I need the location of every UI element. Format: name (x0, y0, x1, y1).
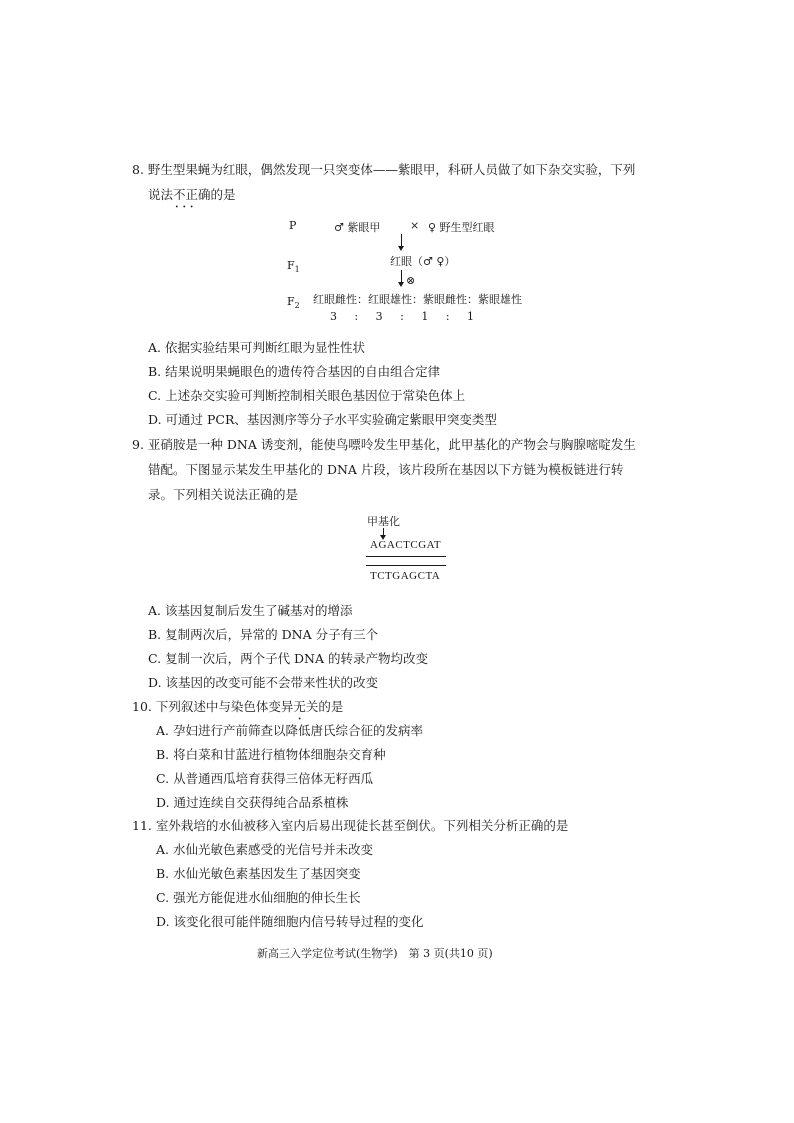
q10-stem-prefix: 10. 下列叙述中与染色体变异 (132, 699, 294, 714)
q11-option-d: D. 该变化很可能伴随细胞内信号转导过程的变化 (156, 914, 424, 929)
q8-option-d: D. 可通过 PCR、基因测序等分子水平实验确定紫眼甲突变类型 (148, 412, 497, 427)
q11-option-c: C. 强光方能促进水仙细胞的伸长生长 (156, 890, 361, 905)
strand-line-bottom (366, 565, 446, 566)
q9-stem-line3: 录。下列相关说法正确的是 (148, 487, 299, 502)
q10-option-a: A. 孕妇进行产前筛查以降低唐氏综合征的发病率 (156, 723, 423, 738)
f2-text: 红眼雌性：红眼雄性：紫眼雌性：紫眼雄性 (313, 293, 522, 306)
q9-option-b: B. 复制两次后，异常的 DNA 分子有三个 (148, 627, 379, 642)
p-times: × (410, 219, 420, 232)
q9-option-d: D. 该基因的改变可能不会带来性状的改变 (148, 675, 379, 690)
strand-line-top (366, 556, 446, 557)
q8-stem-line2 (148, 187, 236, 203)
q10-option-b: B. 将白菜和甘蓝进行植物体细胞杂交育种 (156, 747, 386, 762)
p-label: P (289, 219, 297, 232)
q8-stem-line1: 8. 野生型果蝇为红眼，偶然发现一只突变体——紫眼甲，科研人员做了如下杂交实验，下列 (132, 162, 636, 177)
q10-stem (132, 699, 343, 715)
f1-text: 红眼（♂ ♀） (390, 255, 456, 268)
q10-stem-emphasis: 无 (293, 699, 306, 714)
q11-option-b: B. 水仙光敏色素基因发生了基因突变 (156, 866, 361, 881)
down-arrow-icon (401, 234, 402, 247)
down-arrow-icon (401, 270, 402, 283)
q8-option-a: A. 依据实验结果可判断红眼为显性性状 (148, 340, 365, 355)
q10-option-d: D. 通过连续自交获得纯合品系植株 (156, 795, 349, 810)
p-male: ♂ 紫眼甲 (334, 221, 381, 234)
q8-option-c: C. 上述杂交实验可判断控制相关眼色基因位于常染色体上 (148, 388, 466, 403)
top-strand: AGACTCGAT (370, 539, 442, 551)
q8-stem-prefix: 说法 (148, 187, 174, 202)
q9-option-a: A. 该基因复制后发生了碱基对的增添 (148, 603, 353, 618)
f2-ratio: 3 : 3 : 1 : 1 (330, 310, 475, 323)
f2-label: $F_2$ (287, 295, 300, 310)
down-arrow-icon (383, 528, 384, 536)
bottom-strand: TCTGAGCTA (370, 570, 441, 582)
self-cross-icon: ⊗ (406, 274, 416, 287)
q9-stem-line2: 错配。下图显示某发生甲基化的 DNA 片段，该片段所在基因以下方链为模板链进行转 (148, 462, 624, 477)
q10-stem-suffix: 关的是 (305, 699, 344, 714)
q8-stem-emphasis: 不正确 • • • (173, 187, 211, 203)
q9-option-c: C. 复制一次后，两个子代 DNA 的转录产物均改变 (148, 651, 428, 666)
q10-option-c: C. 从普通西瓜培育获得三倍体无籽西瓜 (156, 771, 374, 786)
p-female: ♀ 野生型红眼 (428, 221, 495, 234)
page-footer: 新高三入学定位考试(生物学) 第 3 页(共10 页) (257, 947, 493, 960)
f1-label: $F_1$ (287, 259, 300, 274)
q11-stem: 11. 室外栽培的水仙被移入室内后易出现徒长甚至倒伏。下列相关分析正确的是 (132, 818, 569, 833)
q8-stem-suffix: 的是 (210, 187, 236, 202)
q9-stem-line1: 9. 亚硝胺是一种 DNA 诱变剂，能使鸟嘌呤发生甲基化，此甲基化的产物会与胸腺嘧啶发生 (132, 437, 636, 452)
methyl-label: 甲基化 (367, 515, 400, 528)
q8-option-b: B. 结果说明果蝇眼色的遗传符合基因的自由组合定律 (148, 364, 441, 379)
q11-option-a: A. 水仙光敏色素感受的光信号并未改变 (156, 842, 373, 857)
